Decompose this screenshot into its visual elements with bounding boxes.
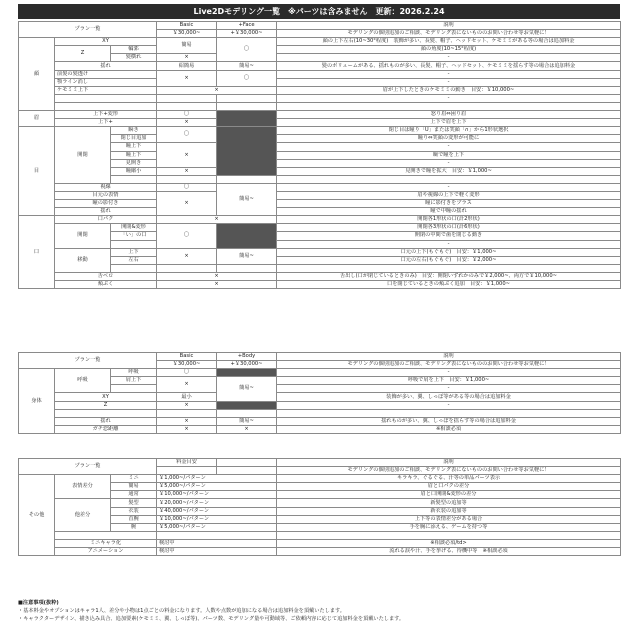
row-ishou: 衣装 (111, 507, 157, 515)
plan-header: プラン一覧 (19, 459, 157, 475)
row-hitomi-ud: 瞳上下 (111, 143, 157, 151)
cell: × (157, 425, 217, 433)
group-kubi: 顔 (19, 38, 55, 111)
row-rinkaku-kesu: 顎ライン消し (55, 78, 157, 86)
group-kuchi: 口 (19, 216, 55, 289)
na-cell (217, 224, 277, 248)
cell: 簡易~ (217, 62, 277, 70)
desc: 呼吸で肩を上下 目安：￥1,000~ (277, 377, 621, 385)
row-anime: アニメーション (55, 548, 157, 556)
cell: 〇 (217, 38, 277, 62)
group-me: 目 (19, 127, 55, 216)
desc: 見開きで瞳を拡大 目安：￥1,000~ (277, 167, 621, 175)
na-cell (217, 127, 277, 176)
row-mayu-ud: 上下+変形 (55, 111, 157, 119)
desc: - (277, 70, 621, 78)
row-hoho: 頬ぷく (55, 281, 157, 289)
cell: × (157, 417, 217, 425)
cell: 簡易~ (217, 248, 277, 264)
row-yure: 揺れ (55, 417, 157, 425)
price: ￥20,000~/パターン (157, 499, 277, 507)
row-kubi: 首腕 (111, 515, 157, 523)
body-modeling-table (18, 352, 621, 434)
desc: 上下で眉を上下 (277, 119, 621, 127)
desc: - (277, 183, 621, 191)
notes-heading: ■注意事項(抜粋) (18, 600, 59, 606)
cell: 紹簡易 (157, 62, 217, 70)
row-kuchi-kai-a: 開閉&変形 (111, 224, 157, 232)
price: ￥5,000~/パターン (157, 523, 277, 531)
price: ￥40,000~/パターン (157, 507, 277, 515)
row-hitomi-kage: 瞳の影付き (55, 200, 157, 208)
cell: 簡易 (157, 38, 217, 54)
group-karada: 身体 (19, 369, 55, 434)
ryokin-header: 料金目安 (157, 459, 217, 467)
desc: 眉が上下したときのケモミミの動き 目安：￥10,000~ (277, 86, 621, 94)
row-hitomi-ud2: 瞳上下 (111, 151, 157, 159)
row-rinkaku: 輪郭 (111, 46, 157, 54)
desc: 瞳で中瞳の揺れ (277, 208, 621, 216)
desc: - (277, 94, 621, 102)
desc: キラキラ、ぐるぐる、汗等の単品パーツ表示 (277, 475, 621, 483)
cell: × (157, 191, 217, 215)
other-options-table (18, 458, 621, 556)
row-shisen: 視線 (55, 183, 157, 191)
desc: - (277, 385, 621, 393)
cell: 最小 (157, 393, 217, 401)
cell: × (157, 272, 277, 280)
price: ￥10,000~/パターン (157, 491, 277, 499)
row-kuchi-ud: 上下 (111, 248, 157, 256)
cell: 簡易~ (217, 417, 277, 425)
na-cell (217, 369, 277, 377)
basic-price: ￥30,000~ (157, 30, 217, 38)
row-mihiraki: 見開き (111, 159, 157, 167)
row-kuchi-lr: 左右 (111, 256, 157, 264)
header-note: モデリングの個別追加のご相談、モデリング表にないもののお問い合わせ等お気軽に！ (277, 30, 621, 38)
desc: ※相談必須/td> (277, 539, 621, 547)
desc: - (277, 54, 621, 62)
na-cell (217, 401, 277, 409)
body-header: +Body (217, 353, 277, 361)
row-xy: XY (55, 393, 157, 401)
desc: 新衣装の追加等 (277, 507, 621, 515)
row-mabataki: 瞬き (111, 127, 157, 135)
row-tojime: 閉じ目追加 (111, 135, 157, 143)
body-price: +￥30,000~ (217, 361, 277, 369)
desc: 開閉各1形状の口(計2形状) (277, 216, 621, 224)
cell: 〇 (157, 369, 217, 377)
price: 検討中 (157, 539, 277, 547)
cell: × (217, 425, 277, 433)
desc: 新髪型の追加等 (277, 499, 621, 507)
group-sonota: その他 (19, 475, 55, 556)
cell: × (157, 401, 217, 409)
desc-header: 説明 (277, 353, 621, 361)
desc: 顔の角度(10~15°程度) (277, 46, 621, 54)
desc: - (277, 401, 621, 409)
row-kamigata: 髪型 (111, 499, 157, 507)
plan-header: プラン一覧 (19, 22, 157, 38)
row-kamimae: 髪横れ (111, 54, 157, 62)
row-tsujo: 通常 (111, 491, 157, 499)
cell: 〇 (157, 127, 217, 143)
row-kami-hone: 前髪の髪透け (55, 70, 157, 78)
row-kuchi-kai: 開閉 (55, 224, 111, 248)
cell: × (157, 143, 217, 167)
basic-header: Basic (157, 22, 217, 30)
desc: 眉や視線の上下で軽く変形 (277, 191, 621, 199)
row-kuchi-ido: 移動 (55, 248, 111, 272)
cell: 簡易~ (217, 183, 277, 215)
desc: 眉と口開閉&変形の差分 (277, 491, 621, 499)
desc: 上下等の表情差分がある場合 (277, 515, 621, 523)
row-sonota-sabun: 他差分 (55, 499, 111, 531)
cell: × (157, 70, 217, 86)
row-kokyu: 呼吸 (55, 369, 111, 393)
header-note: モデリングの個別追加のご相談、モデリング表にないもののお問い合わせ等お気軽に！ (277, 361, 621, 369)
desc-header: 説明 (277, 459, 621, 467)
price: ￥10,000~/パターン (157, 515, 277, 523)
cell: × (157, 119, 217, 127)
desc: 怒り眉⇔困り眉 (277, 111, 621, 119)
cell: 〇 (217, 70, 277, 86)
row-kata: 肩上下 (111, 377, 157, 385)
desc: 流れる涙や汗、手を挙げる、待機中等 ※相談必須 (277, 548, 621, 556)
group-mayu: 眉 (19, 111, 55, 127)
row-xy: XY (55, 38, 157, 46)
cell: × (157, 248, 217, 264)
price: ￥5,000~/パターン (157, 483, 277, 491)
desc-header: 説明 (277, 22, 621, 30)
row-te: 腕 (111, 523, 157, 531)
price: 検討中 (157, 548, 277, 556)
desc: 瞳に影付きをプラス (277, 200, 621, 208)
desc: - (277, 78, 621, 86)
price: ￥1,000~/パターン (157, 475, 277, 483)
desc: 髪のボリュームがある、揺れものが多い、長髪、帽子、ヘッドセット、ケモミミを揺らす等の場合は追加料金 (277, 62, 621, 70)
desc: 口元の左右(もぐもぐ) 目安：￥2,000~ (277, 256, 621, 264)
row-hitomi-shuku: 瞳縮小 (111, 167, 157, 175)
face-modeling-table (18, 21, 621, 289)
desc: 眉と口パクの差分 (277, 483, 621, 491)
row-hitomi-yure: 揺れ (55, 208, 157, 216)
face-price: +￥30,000~ (217, 30, 277, 38)
cell: × (157, 167, 217, 175)
desc: 装飾が多い、翼、しっぽ等がある等の場合は追加料金 (277, 393, 621, 401)
desc: - (277, 143, 621, 151)
row-mayu-up: 上下+ (55, 119, 157, 127)
row-yure: 揺れ (55, 62, 157, 70)
cell: × (157, 377, 217, 393)
row-kaihei: 開閉 (55, 127, 111, 184)
row-minichara: ミニキャラ化 (55, 539, 157, 547)
desc: 閉じ目は瞳り「U」または笑顔「∩」から1形状選択 (277, 127, 621, 135)
cell: 〇 (157, 111, 217, 119)
desc: 開閉各3形状の口(計6形状) (277, 224, 621, 232)
face-header: +Face (217, 22, 277, 30)
cell: × (157, 86, 277, 94)
header-note: モデリングの個別追加のご相談、モデリング表にないもののお問い合わせ等お気軽に！ (277, 467, 621, 475)
desc: 揺れものが多い、翼、しっぽを揺らす等の場合は追加料金 (277, 417, 621, 425)
desc: 顔の上下左右(10~30°程度) 装飾が多い、長髪、帽子、ヘッドセット、ケモミミがある等の場合は追加料金 (277, 38, 621, 46)
desc: 瞼で瞳を上下 (277, 151, 621, 159)
desc: 手を胸に添える、ゲームを持つ等 (277, 523, 621, 531)
row-memoto: 目元の表情 (55, 191, 157, 199)
na-cell (217, 111, 277, 127)
cell: × (157, 54, 217, 62)
desc: 舌出し(口が閉じているときのみ) 目安：開閉いずれかのみで￥2,000~、両方で￥10,000~ (277, 272, 621, 280)
row-mini: ミニ (111, 475, 157, 483)
row-kuchipac: 口パク (55, 216, 157, 224)
row-z: Z (55, 46, 111, 62)
row-kuchi-i: 「い」の口 (111, 232, 157, 240)
row-kokyu-a: 呼吸 (111, 369, 157, 377)
desc: 口元の上下(もぐもぐ) 目安：￥1,000~ (277, 248, 621, 256)
desc: 瞳り⇔笑顔の変形が可能に (277, 135, 621, 143)
desc: ※相談必須 (277, 425, 621, 433)
page-title: Live2Dモデリング一覧 ※パーツは含みません 更新：2026.2.24 (18, 4, 620, 19)
note-line: ・基本料金やオプションはキャラ1人、差分や小物は1点ごとの料金になります。人数や点数が追加になる場合は追加料金を頂戴いたします。 (18, 608, 345, 614)
desc: 開閉の中間で歯を閉じる動き (277, 232, 621, 240)
basic-header: Basic (157, 353, 217, 361)
notes-section (18, 599, 620, 623)
row-z: Z (55, 401, 157, 409)
desc: - (277, 369, 621, 377)
note-line: ・キャラクターデザイン、描き込み具合、追加要素(ケモミミ、翼、しっぽ等)、パーツ数、モデリング量や可動域等、ご依頼内容に応じて追加料金を頂戴いたします。 (18, 616, 405, 622)
desc: 口を閉じているときの頬ぷく追加 目安：￥1,000~ (277, 281, 621, 289)
cell: × (157, 281, 277, 289)
plan-header: プラン一覧 (19, 353, 157, 369)
desc: - (277, 159, 621, 167)
row-shita: 舌ベロ (55, 272, 157, 280)
row-kemomimi: ケモミミ上下 (55, 86, 157, 94)
cell: 簡易~ (217, 377, 277, 401)
row-hyojo: 表情差分 (55, 475, 111, 499)
row-gachi: ガチ恋距離 (55, 425, 157, 433)
row-kan: 簡易 (111, 483, 157, 491)
desc: - (277, 240, 621, 248)
cell: 〇 (157, 224, 217, 248)
basic-price: ￥30,000~ (157, 361, 217, 369)
cell: 〇 (157, 183, 217, 191)
cell: × (157, 216, 277, 224)
